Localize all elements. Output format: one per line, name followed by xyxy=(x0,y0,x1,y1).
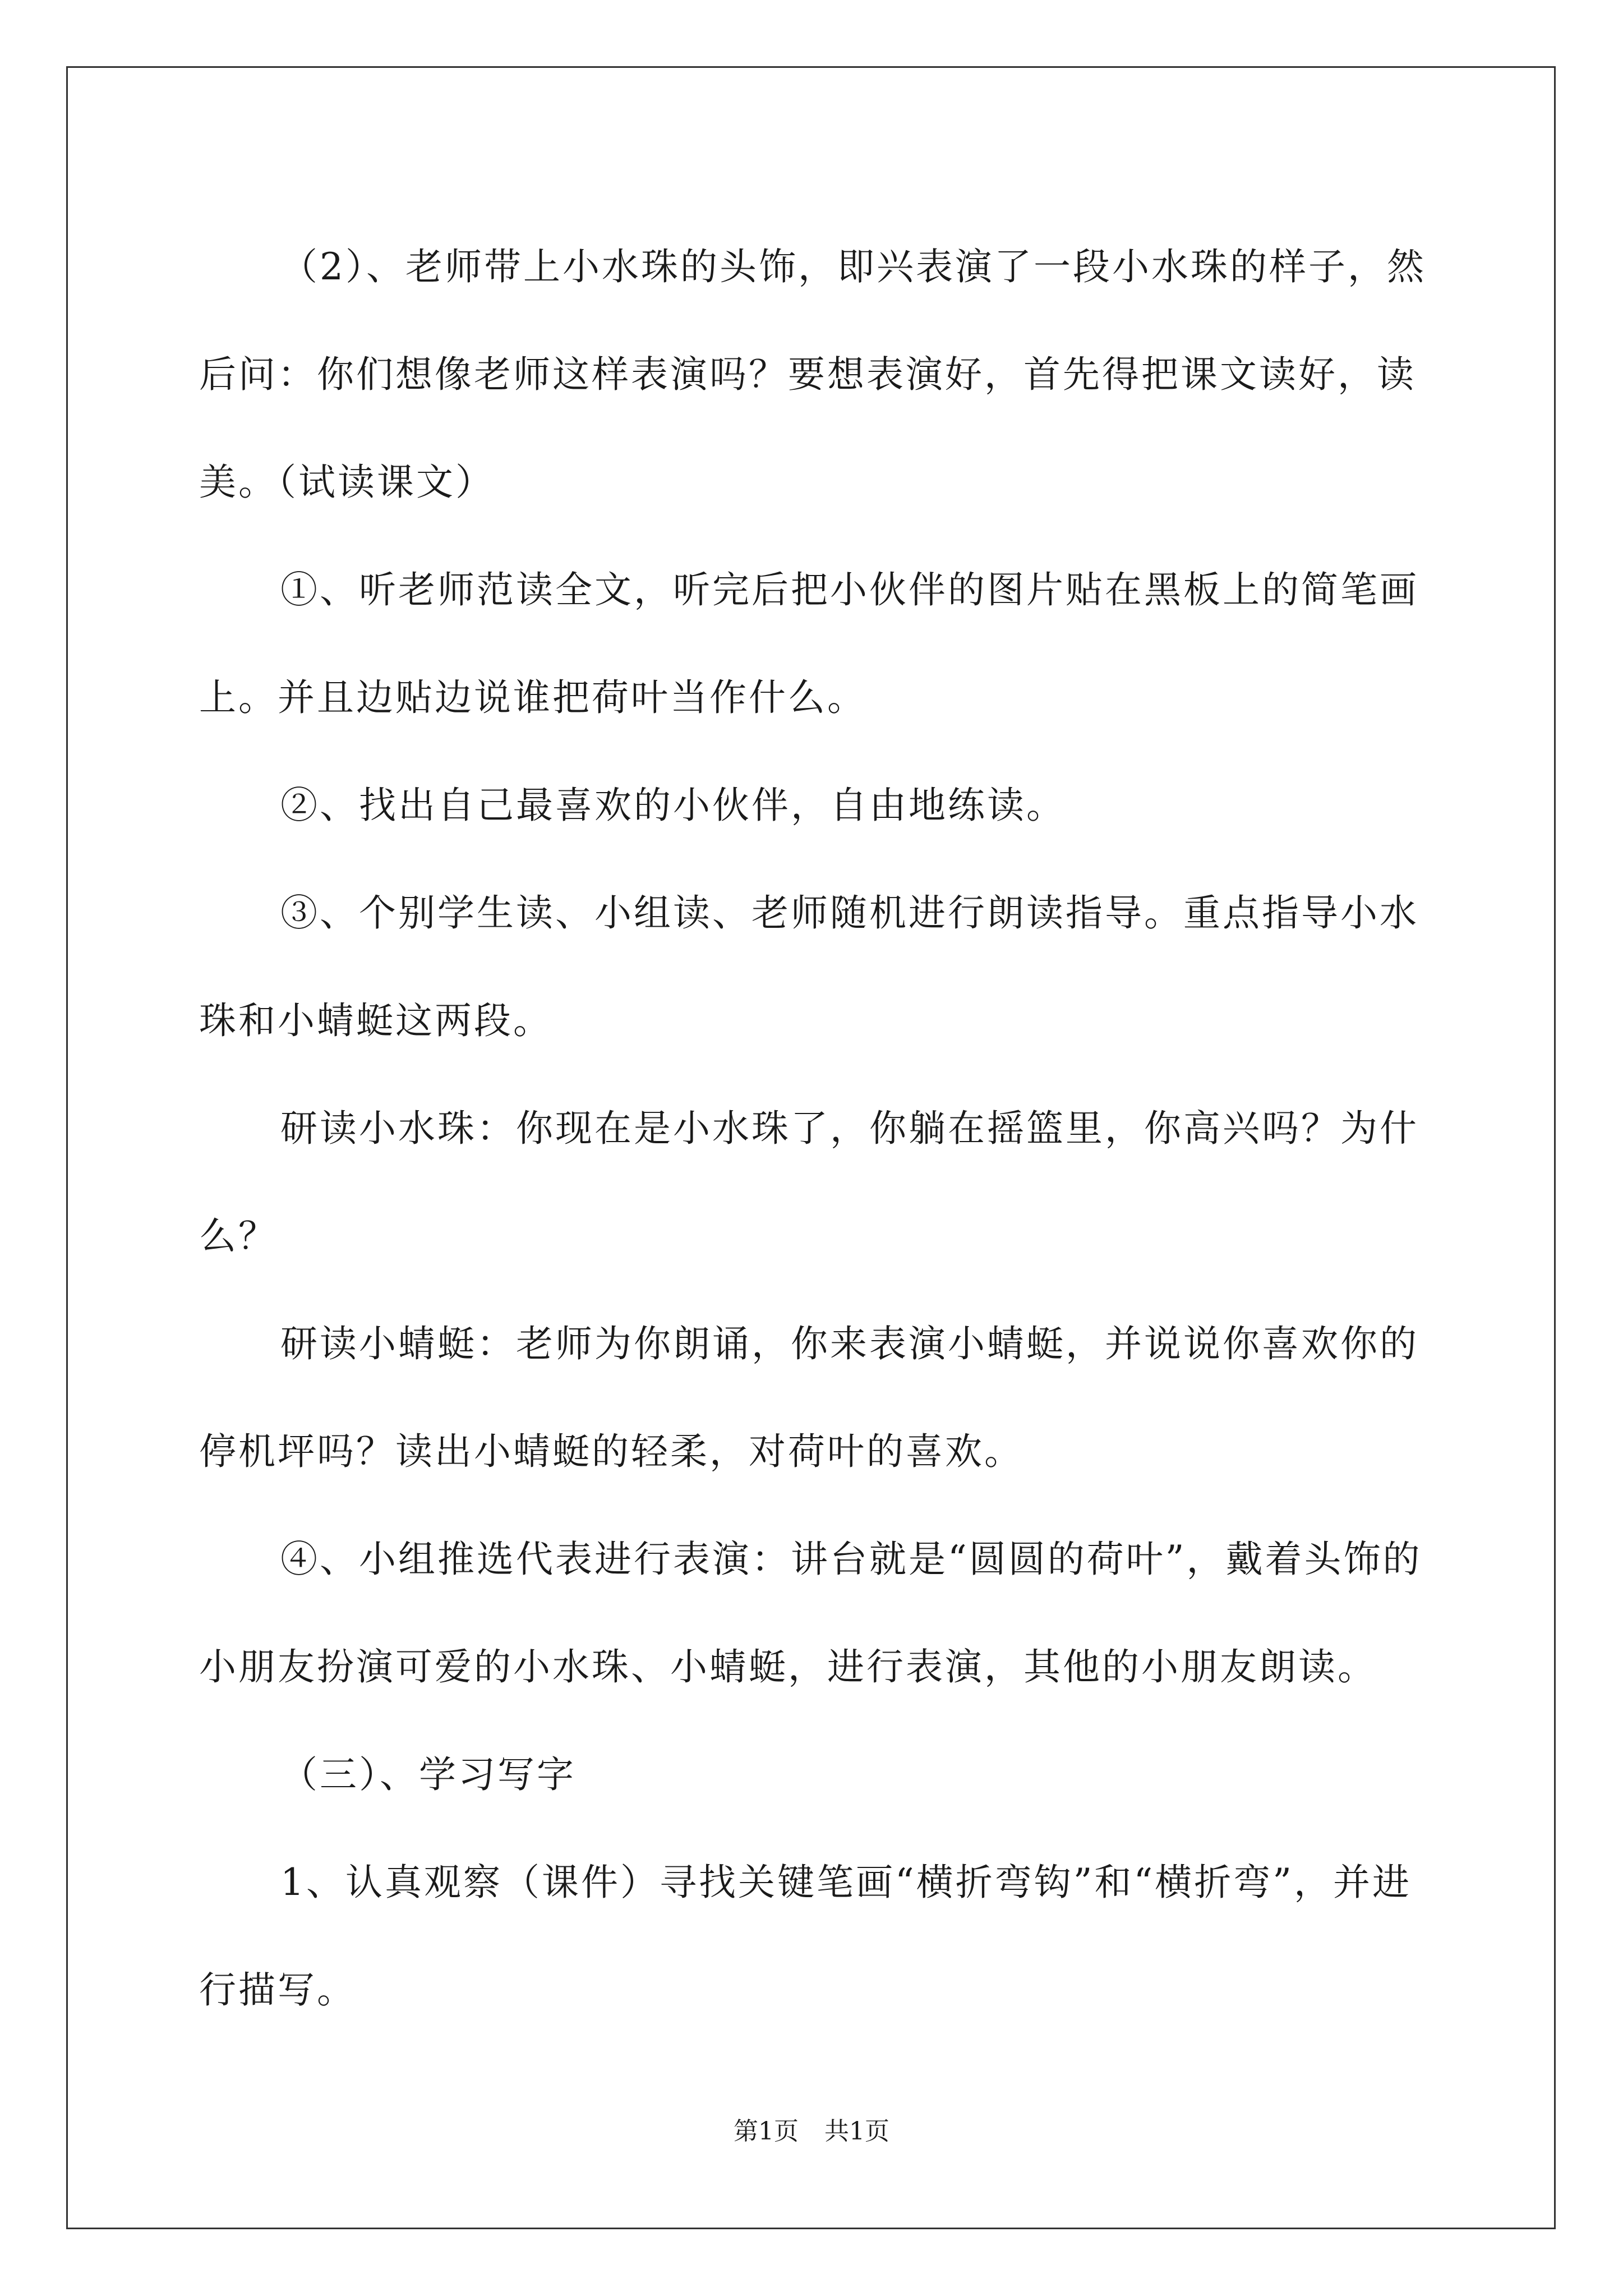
page-number-label: 第1页 xyxy=(734,2117,799,2146)
paragraph-step-1: ①、听老师范读全文，听完后把小伙伴的图片贴在黑板上的简笔画上。并且边贴边说谁把荷叶当作什么。 xyxy=(199,568,1419,719)
paragraph-step-3: ③、个别学生读、小组读、老师随机进行朗读指导。重点指导小水珠和小蜻蜓这两段。 xyxy=(199,891,1419,1042)
document-body xyxy=(199,213,1450,2044)
section-heading-writing: （三）、学习写字 xyxy=(280,1753,576,1796)
paragraph-study-dragonfly: 研读小蜻蜓：老师为你朗诵，你来表演小蜻蜓，并说说你喜欢你的停机坪吗？读出小蜻蜓的轻柔，对荷叶的喜欢。 xyxy=(199,1322,1419,1473)
paragraph-performance-intro: （2）、老师带上小水珠的头饰，即兴表演了一段小水珠的样子，然后问：你们想像老师这样表演吗？要想表演好，首先得把课文读好，读美。（试读课文） xyxy=(199,245,1426,504)
paragraph-study-water-drop: 研读小水珠：你现在是小水珠了，你躺在摇篮里，你高兴吗？为什么？ xyxy=(199,1107,1419,1258)
paragraph-writing-step-1: 1、认真观察（课件）寻找关键笔画“横折弯钩”和“横折弯”，并进行描写。 xyxy=(199,1861,1412,2012)
paragraph-step-2: ②、找出自己最喜欢的小伙伴，自由地练读。 xyxy=(280,784,1066,827)
paragraph-step-4: ④、小组推选代表进行表演：讲台就是“圆圆的荷叶”，戴着头饰的小朋友扮演可爱的小水珠、小蜻蜓，进行表演，其他的小朋友朗读。 xyxy=(199,1538,1422,1688)
page-total-label: 共1页 xyxy=(824,2117,889,2146)
page-footer xyxy=(0,2115,1623,2148)
